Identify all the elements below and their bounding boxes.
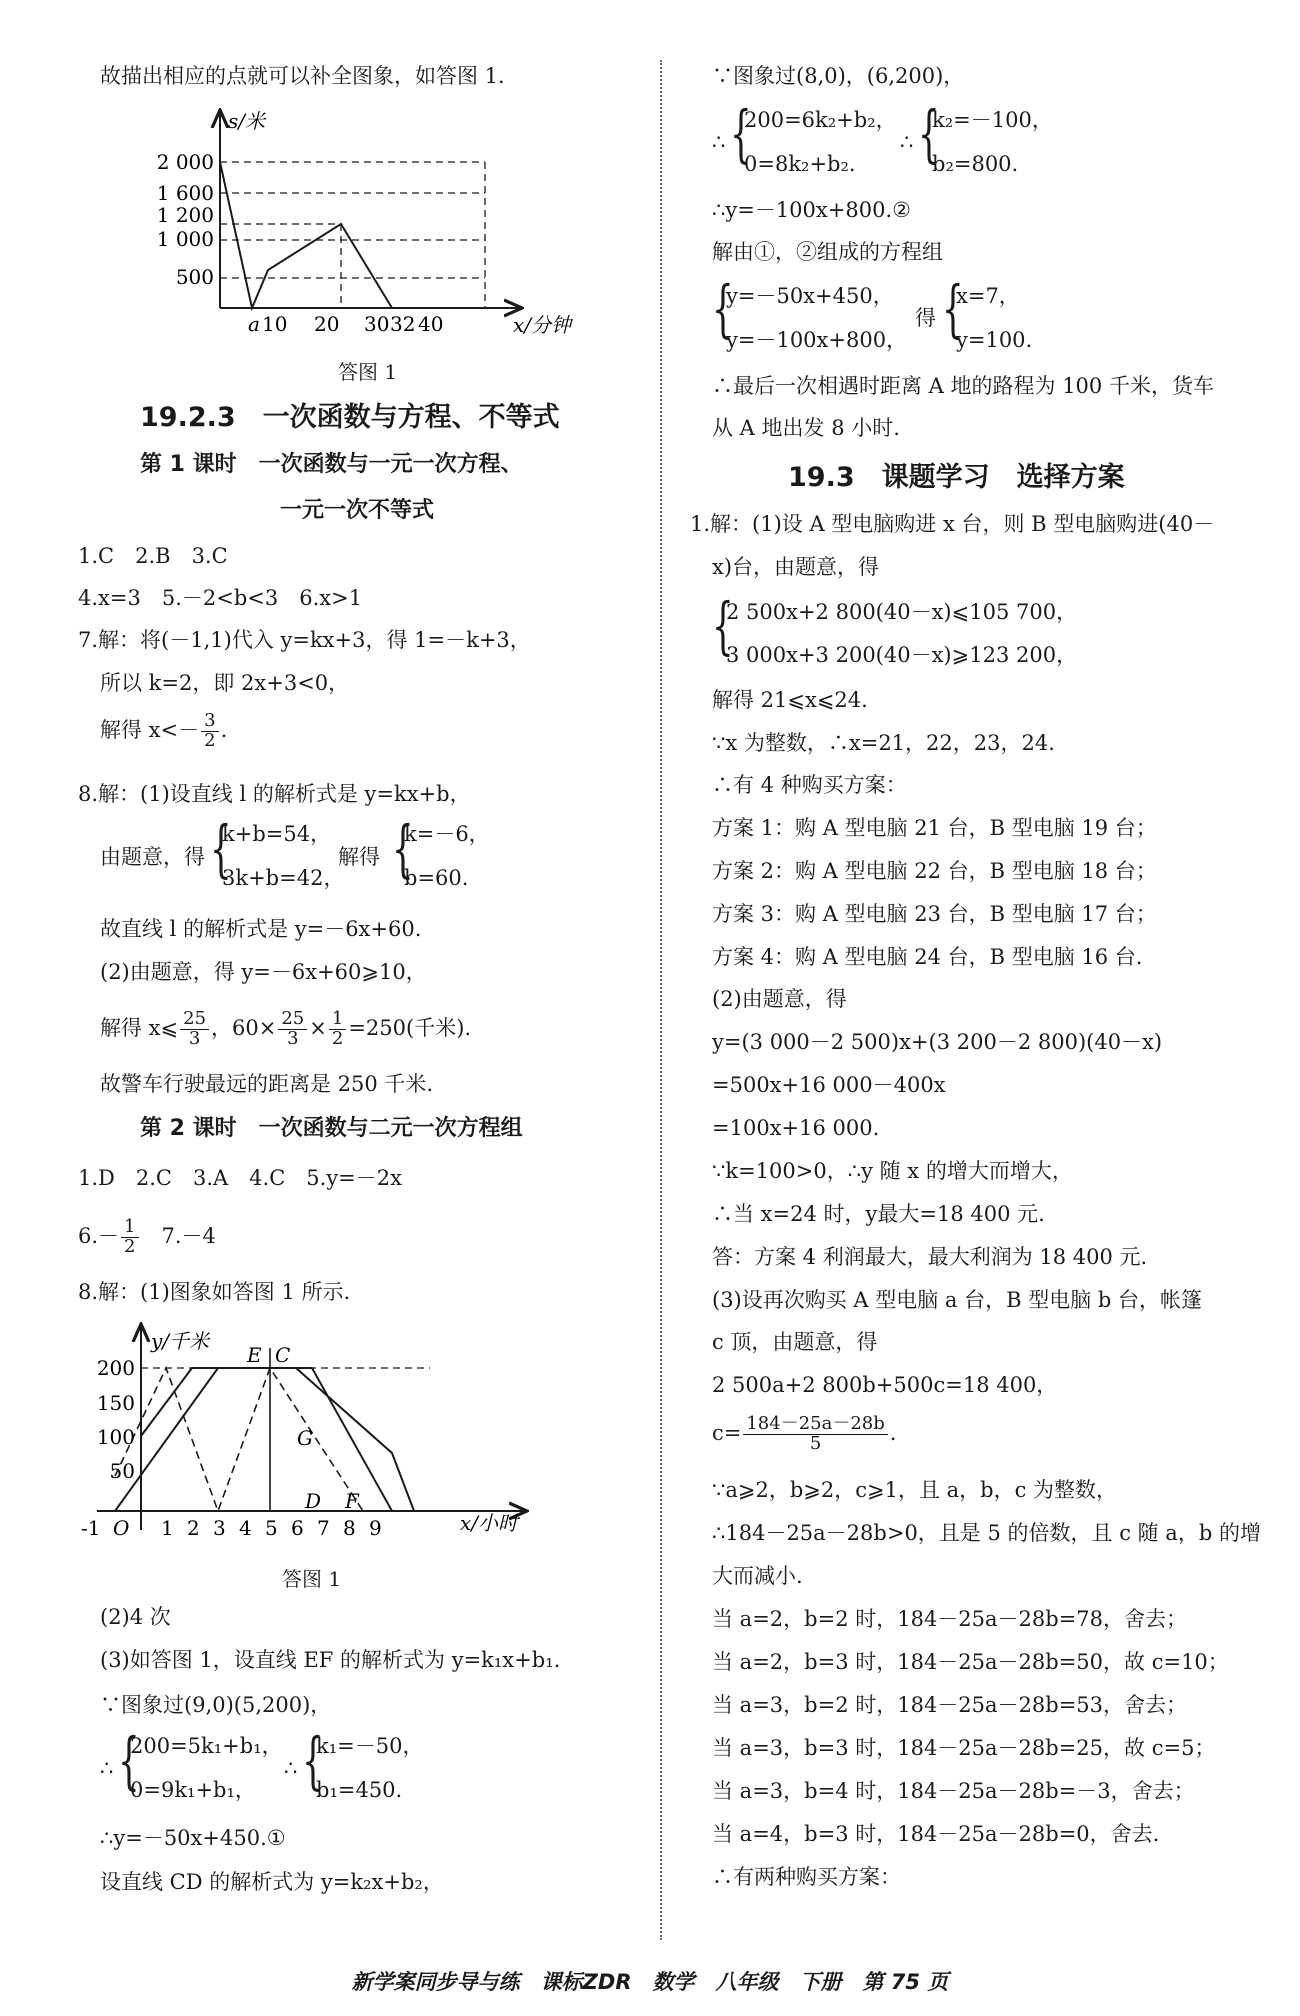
chart1-caption: 答图 1	[338, 360, 398, 384]
chart1-xtick: 32	[390, 312, 416, 336]
chart2-point-label: D	[305, 1489, 322, 1513]
chart2-xtick: 6	[291, 1516, 304, 1540]
answer-text: ，60×	[211, 1015, 277, 1040]
answer-line: ∵k=100>0，∴y 随 x 的增大而增大，	[712, 1159, 1073, 1183]
answer-line: 8.解：(1)设直线 l 的解析式是 y=kx+b，	[78, 782, 471, 806]
answer-line: 7.解：将(－1,1)代入 y=kx+3，得 1=－k+3，	[78, 628, 531, 652]
answer-line: 方案 1：购 A 型电脑 21 台，B 型电脑 19 台；	[712, 816, 1157, 840]
section-title-19-2-3: 19.2.3 一次函数与方程、不等式	[140, 402, 560, 433]
equation: k₂=－100，	[932, 108, 1053, 132]
answer-line: 当 a=3，b=4 时，184－25a－28b=－3，舍去；	[712, 1779, 1195, 1803]
chart2-point-label: E	[247, 1343, 262, 1367]
column-divider	[660, 60, 662, 1940]
fraction-num: 3	[201, 712, 218, 732]
chart1-ytick: 1 000	[156, 227, 214, 251]
chart1-xtick: 30	[364, 312, 390, 336]
fraction-den: 3	[188, 1027, 201, 1049]
chart-distance-time	[140, 100, 610, 340]
fraction-den: 2	[204, 729, 216, 751]
answer-line: =500x+16 000－400x	[712, 1073, 946, 1097]
answer-text: ∴	[100, 1756, 114, 1780]
answer-line: 大而减小.	[712, 1564, 803, 1588]
chart1-xlabel: x/分钟	[513, 313, 572, 337]
section-title-19-3: 19.3 课题学习 选择方案	[788, 462, 1125, 493]
brace: {	[302, 1724, 324, 1797]
fraction-num: 1	[329, 1010, 346, 1030]
answer-line: 方案 3：购 A 型电脑 23 台，B 型电脑 17 台；	[712, 902, 1157, 926]
chart1-xtick: a	[248, 312, 260, 336]
lesson2-title: 第 2 课时 一次函数与二元一次方程组	[140, 1116, 523, 1141]
intro-text: 故描出相应的点就可以补全图象，如答图 1.	[100, 64, 505, 88]
answer-line: (2)4 次	[100, 1605, 171, 1629]
answer-line: ∴y=－50x+450.①	[100, 1826, 286, 1850]
answer-line: 1.D 2.C 3.A 4.C 5.y=－2x	[78, 1166, 402, 1190]
answer-line: 故直线 l 的解析式是 y=－6x+60.	[100, 917, 422, 941]
answer-text: =250(千米).	[348, 1015, 472, 1040]
chart2-point-label: G	[297, 1426, 313, 1450]
answer-text: 解得 x<－	[100, 717, 200, 742]
answer-line: 8.解：(1)图象如答图 1 所示.	[78, 1280, 351, 1304]
chart2-ytick: 150	[96, 1391, 135, 1415]
answer-line: 由题意，得	[100, 845, 205, 869]
answer-line	[78, 1218, 216, 1257]
chart1-xtick: 20	[314, 312, 340, 336]
answer-line: 当 a=2，b=2 时，184－25a－28b=78，舍去；	[712, 1607, 1188, 1631]
fraction	[743, 1415, 887, 1454]
answer-line: (2)由题意，得 y=－6x+60⩾10，	[100, 960, 427, 984]
answer-text: 6.－	[78, 1223, 120, 1248]
chart2-xtick: 5	[265, 1516, 278, 1540]
answer-line: ∵图象过(8,0)，(6,200)，	[712, 64, 965, 88]
chart2-ytick: 50	[109, 1459, 135, 1483]
answer-line	[712, 1415, 896, 1454]
equation: x=7，	[956, 284, 1020, 308]
answer-line	[100, 712, 227, 751]
brace: {	[392, 812, 414, 885]
brace: {	[730, 97, 752, 170]
answer-line: ∴有 4 种购买方案：	[712, 773, 907, 797]
chart2-xtick: 7	[317, 1516, 330, 1540]
answer-line: ∵a⩾2，b⩾2，c⩾1，且 a，b，c 为整数，	[712, 1478, 1118, 1502]
chart-distance-hours	[81, 1318, 565, 1558]
chart2-point-label: C	[275, 1343, 291, 1367]
equation: 0=9k₁+b₁，	[130, 1778, 256, 1802]
fraction	[180, 1010, 209, 1049]
answer-line: 解由①，②组成的方程组	[712, 240, 943, 264]
answer-line: 解得 21⩽x⩽24.	[712, 688, 868, 712]
fraction-num: 1	[121, 1218, 138, 1238]
equation: b₂=800.	[932, 152, 1019, 176]
fraction-num: 25	[180, 1010, 209, 1030]
chart2-xtick: O	[113, 1516, 130, 1540]
brace: {	[118, 1724, 140, 1797]
fraction	[329, 1010, 346, 1049]
brace: {	[712, 589, 734, 662]
inequality: 2 500x+2 800(40－x)⩽105 700，	[726, 600, 1078, 624]
chart2-point-label: F	[345, 1489, 359, 1513]
answer-text: c=	[712, 1420, 742, 1445]
answer-line: y=(3 000－2 500)x+(3 200－2 800)(40－x)	[712, 1030, 1163, 1054]
brace: {	[210, 812, 232, 885]
lesson1-title-cont: 一元一次不等式	[280, 498, 435, 523]
equation: 3k+b=42，	[222, 866, 345, 890]
chart2-xtick: 4	[239, 1516, 252, 1540]
chart2-xtick: 2	[187, 1516, 200, 1540]
fraction-den: 3	[287, 1027, 299, 1049]
answer-line: 故警车行驶最远的距离是 250 千米.	[100, 1072, 434, 1096]
chart1-ytick: 1 200	[156, 203, 214, 227]
answer-line: ∴最后一次相遇时距离 A 地的路程为 100 千米，货车	[712, 374, 1214, 398]
chart2-ytick: 200	[96, 1356, 135, 1380]
answer-line: 从 A 地出发 8 小时.	[712, 416, 900, 440]
answer-text: 解得 x⩽	[100, 1015, 179, 1040]
chart2-ylabel: y/千米	[151, 1329, 210, 1353]
answer-line: 答：方案 4 利润最大，最大利润为 18 400 元.	[712, 1245, 1148, 1269]
chart2-caption: 答图 1	[282, 1567, 342, 1591]
equation: y=100.	[956, 328, 1033, 352]
answer-line: =100x+16 000.	[712, 1116, 880, 1140]
chart2-xtick: 3	[213, 1516, 226, 1540]
equation: k₁=－50，	[316, 1734, 424, 1758]
answer-text: ∴	[900, 130, 914, 154]
chart1-ytick: 500	[175, 265, 214, 289]
equation: k=－6，	[404, 822, 490, 846]
answer-text: ×	[309, 1015, 327, 1040]
answer-line: 2 500a+2 800b+500c=18 400，	[712, 1373, 1058, 1397]
chart1-xtick: 10	[262, 312, 288, 336]
answer-text: .	[220, 717, 228, 742]
answer-line: ∴y=－100x+800.②	[712, 198, 911, 222]
fraction	[201, 712, 218, 751]
equation: y=－100x+800，	[726, 328, 908, 352]
chart2-car-line	[115, 1368, 414, 1511]
fraction-den: 2	[124, 1235, 136, 1257]
answer-line: ∴有两种购买方案：	[712, 1865, 901, 1889]
chart1-xtick: 40	[418, 312, 444, 336]
equation: k+b=54，	[222, 822, 332, 846]
answer-line: 方案 2：购 A 型电脑 22 台，B 型电脑 18 台；	[712, 859, 1157, 883]
chart2-xlabel: x/小时	[460, 1511, 519, 1535]
brace: {	[942, 272, 964, 345]
chart2-dashed-path	[115, 1368, 363, 1511]
answer-line: 设直线 CD 的解析式为 y=k₂x+b₂，	[100, 1870, 444, 1894]
chart2-ytick: 100	[96, 1425, 135, 1449]
answer-line: (3)如答图 1，设直线 EF 的解析式为 y=k₁x+b₁.	[100, 1648, 561, 1672]
chart1-ytick: 1 600	[156, 181, 214, 205]
answer-text: 解得	[338, 845, 380, 869]
answer-line: 方案 4：购 A 型电脑 24 台，B 型电脑 16 台.	[712, 945, 1143, 969]
answer-line: c 顶，由题意，得	[712, 1330, 878, 1354]
chart1-ytick: 2 000	[156, 150, 214, 174]
lesson1-title: 第 1 课时 一次函数与一元一次方程、	[140, 452, 523, 477]
brace: {	[918, 97, 940, 170]
answer-line: ∵图象过(9,0)(5,200)，	[100, 1693, 332, 1717]
equation: y=－50x+450，	[726, 284, 894, 308]
answer-line: 所以 k=2，即 2x+3<0，	[100, 671, 350, 695]
answer-line: 当 a=3，b=3 时，184－25a－28b=25，故 c=5；	[712, 1736, 1216, 1760]
equation: 200=6k₂+b₂，	[744, 108, 897, 132]
chart2-xtick: 1	[161, 1516, 174, 1540]
fraction	[278, 1010, 307, 1049]
chart1-gridlines	[220, 162, 485, 308]
fraction-num: 184－25a－28b	[743, 1415, 887, 1435]
chart2-xtick: 8	[343, 1516, 356, 1540]
fraction-den: 2	[331, 1027, 344, 1049]
answer-line: 4.x=3 5.－2<b<3 6.x>1	[78, 586, 363, 610]
answer-line: x)台，由题意，得	[712, 555, 880, 579]
brace: {	[712, 272, 734, 345]
answer-text: ∴	[284, 1756, 298, 1780]
answer-line: 当 a=3，b=2 时，184－25a－28b=53，舍去；	[712, 1693, 1188, 1717]
equation: 0=8k₂+b₂.	[744, 152, 856, 176]
answer-text: .	[889, 1420, 897, 1445]
chart1-ylabel: s/米	[228, 109, 266, 133]
answer-text: ∴	[712, 130, 726, 154]
answer-text: 7.－4	[140, 1223, 216, 1248]
chart1-series-line	[220, 162, 392, 308]
chart2-xtick: 9	[369, 1516, 382, 1540]
equation: b₁=450.	[316, 1778, 403, 1802]
answer-line: 当 a=4，b=3 时，184－25a－28b=0，舍去.	[712, 1822, 1160, 1846]
page-footer: 新学案同步导与练 课标ZDR 数学 八年级 下册 第 75 页	[351, 1970, 949, 1994]
inequality: 3 000x+3 200(40－x)⩾123 200，	[726, 643, 1078, 667]
answer-line: 1.C 2.B 3.C	[78, 544, 228, 568]
answer-line: ∴当 x=24 时，y最大=18 400 元.	[712, 1202, 1045, 1226]
fraction-num: 25	[278, 1010, 307, 1030]
answer-line: ∵x 为整数，∴x=21，22，23，24.	[712, 731, 1055, 755]
equation: 200=5k₁+b₁，	[130, 1734, 283, 1758]
answer-line: 1.解：(1)设 A 型电脑购进 x 台，则 B 型电脑购进(40－	[690, 512, 1215, 536]
answer-line: (3)设再次购买 A 型电脑 a 台，B 型电脑 b 台，帐篷	[712, 1288, 1203, 1312]
answer-line: (2)由题意，得	[712, 987, 847, 1011]
equation: b=60.	[404, 866, 469, 890]
answer-text: 得	[915, 306, 936, 330]
answer-line: 当 a=2，b=3 时，184－25a－28b=50，故 c=10；	[712, 1650, 1229, 1674]
answer-line: ∴184－25a－28b>0，且是 5 的倍数，且 c 随 a，b 的增	[712, 1521, 1261, 1545]
answer-line	[100, 1010, 471, 1049]
fraction	[121, 1218, 138, 1257]
fraction-den: 5	[809, 1432, 822, 1454]
chart2-xtick: -1	[81, 1516, 101, 1540]
